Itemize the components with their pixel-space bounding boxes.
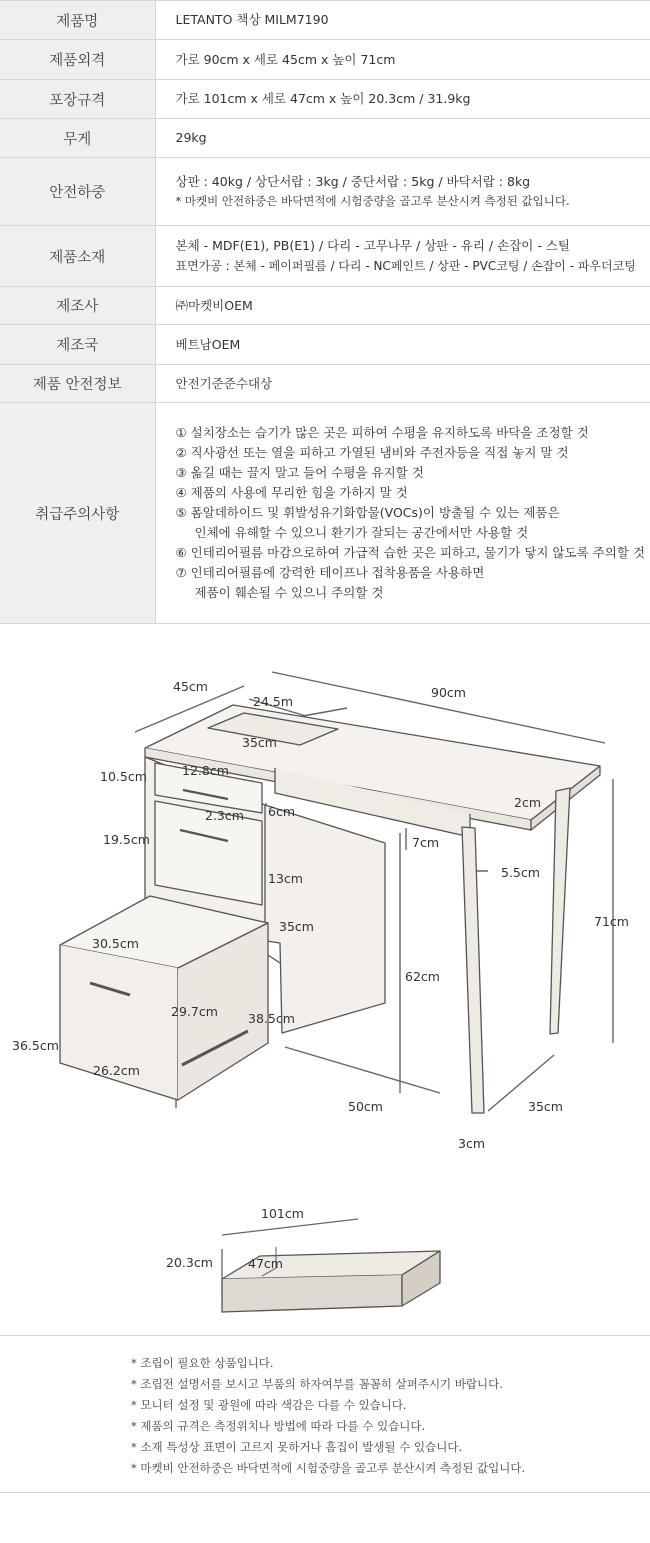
spec-value bbox=[155, 226, 650, 287]
dim-knee-width: 50cm bbox=[348, 1099, 383, 1114]
dim-bottom-drawer-inner-width: 26.2cm bbox=[93, 1063, 140, 1078]
dim-depth: 45cm bbox=[173, 679, 208, 694]
note-item: * 모니터 설정 및 광원에 따라 색감은 다를 수 있습니다. bbox=[131, 1398, 407, 1412]
spec-line: 안전기준준수대상 bbox=[175, 375, 273, 391]
dim-bottom-drawer-width: 30.5cm bbox=[92, 936, 139, 951]
spec-row-load bbox=[0, 158, 650, 226]
spec-label: 무게 bbox=[0, 119, 155, 158]
dim-leg-width: 5.5cm bbox=[501, 865, 540, 880]
spec-value bbox=[155, 1, 650, 40]
dim-cabinet-depth: 35cm bbox=[279, 919, 314, 934]
spec-line: 표면가공 : 본체 - 페이퍼필름 / 다리 - NC페인트 / 상판 - PVC코팅 / 손잡이 - 파우더코팅 bbox=[175, 259, 636, 273]
spec-value bbox=[155, 287, 650, 325]
dim-top-thickness: 2cm bbox=[514, 795, 542, 810]
dim-package-length: 101cm bbox=[261, 1206, 304, 1221]
spec-label: 안전하중 bbox=[0, 158, 155, 226]
spec-row-safety bbox=[0, 365, 650, 403]
spec-label: 취급주의사항 bbox=[0, 403, 155, 624]
spec-row-caution bbox=[0, 403, 650, 624]
spec-label: 제품소재 bbox=[0, 226, 155, 287]
note-item: * 마켓비 안전하중은 바닥면적에 시험중량을 골고루 분산시켜 측정된 값입니다. bbox=[131, 1461, 526, 1475]
dim-bottom-drawer-height: 36.5cm bbox=[12, 1038, 59, 1053]
spec-row-maker bbox=[0, 287, 650, 325]
spec-label: 제품외격 bbox=[0, 40, 155, 80]
dim-package-height: 20.3cm bbox=[166, 1255, 213, 1270]
spec-row-size bbox=[0, 40, 650, 80]
spec-line: 가로 101cm x 세로 47cm x 높이 20.3cm / 31.9kg bbox=[175, 91, 471, 106]
spec-row-material bbox=[0, 226, 650, 287]
caution-line: ③ 옮길 때는 끌지 말고 들어 수평을 유지할 것 bbox=[175, 465, 424, 480]
spec-line: 29kg bbox=[175, 130, 207, 145]
caution-line: ⑤ 폼알데하이드 및 휘발성유기화합물(VOCs)이 방출될 수 있는 제품은 bbox=[175, 505, 560, 520]
spec-line: * 마켓비 안전하중은 바닥면적에 시험중량을 골고루 분산시켜 측정된 값입니다. bbox=[175, 194, 570, 208]
spec-label: 포장규격 bbox=[0, 80, 155, 119]
dim-tray-width: 24.5m bbox=[253, 694, 294, 709]
spec-line: LETANTO 책상 MILM7190 bbox=[175, 12, 329, 27]
spec-value bbox=[155, 158, 650, 226]
dim-cabinet-inner-height: 13cm bbox=[268, 871, 303, 886]
dim-bottom-drawer-rail: 38.5cm bbox=[248, 1011, 295, 1026]
spec-line: 베트남OEM bbox=[175, 336, 241, 352]
spec-line: 본체 - MDF(E1), PB(E1) / 다리 - 고무나무 / 상판 - 유리 / 손잡이 - 스틸 bbox=[175, 238, 570, 253]
dimension-diagram bbox=[0, 623, 650, 1335]
spec-row-country bbox=[0, 325, 650, 365]
spec-line: ㈜마켓비OEM bbox=[175, 297, 253, 313]
spec-value bbox=[155, 119, 650, 158]
spec-label: 제조국 bbox=[0, 325, 155, 365]
dim-leg-span: 35cm bbox=[528, 1099, 563, 1114]
spec-value bbox=[155, 403, 650, 624]
spec-row-weight bbox=[0, 119, 650, 158]
dim-apron-height: 7cm bbox=[412, 835, 440, 850]
spec-value bbox=[155, 80, 650, 119]
spec-label: 제품 안전정보 bbox=[0, 365, 155, 403]
spec-row-package bbox=[0, 80, 650, 119]
dim-tray-depth: 35cm bbox=[242, 735, 277, 750]
spec-row-name bbox=[0, 1, 650, 40]
spec-label: 제품명 bbox=[0, 1, 155, 40]
note-item: * 조립전 설명서를 보시고 부품의 하자여부를 꼼꼼히 살펴주시기 바랍니다. bbox=[131, 1377, 503, 1391]
dim-bottom-drawer-inner-depth: 29.7cm bbox=[171, 1004, 218, 1019]
dim-leg-foot: 3cm bbox=[458, 1136, 486, 1151]
dim-handle-gap: 2.3cm bbox=[205, 808, 244, 823]
dim-top-drawer-height: 10.5cm bbox=[100, 769, 147, 784]
caution-line: 인체에 유해할 수 있으니 환기가 잘되는 공간에서만 사용할 것 bbox=[194, 525, 529, 540]
caution-line: ② 직사광선 또는 열을 피하고 가열된 냄비와 주전자등을 직접 놓지 말 것 bbox=[175, 445, 569, 460]
spec-line: 상판 : 40kg / 상단서랍 : 3kg / 중단서랍 : 5kg / 바닥서랍 : 8kg bbox=[175, 174, 531, 189]
note-item: * 조립이 필요한 상품입니다. bbox=[131, 1356, 274, 1370]
caution-line: 제품이 훼손될 수 있으니 주의할 것 bbox=[194, 585, 384, 600]
caution-line: ① 설치장소는 습기가 많은 곳은 피하여 수평을 유지하도록 바닥을 조정할 것 bbox=[175, 425, 589, 440]
spec-label: 제조사 bbox=[0, 287, 155, 325]
caution-line: ⑦ 인테리어필름에 강력한 테이프나 접착용품을 사용하면 bbox=[175, 565, 485, 580]
dim-package-width: 47cm bbox=[248, 1256, 283, 1271]
note-item: * 제품의 규격은 측정위치나 방법에 따라 다를 수 있습니다. bbox=[131, 1419, 426, 1433]
dim-clearance-height: 62cm bbox=[405, 969, 440, 984]
caution-line: ⑥ 인테리어필름 마감으로하여 가급적 습한 곳은 피하고, 물기가 닿지 않도록 주의할 것 bbox=[175, 545, 645, 560]
dim-width: 90cm bbox=[431, 685, 466, 700]
desk-drawing bbox=[0, 623, 650, 1335]
dim-top-drawer-width: 12.8cm bbox=[182, 763, 229, 778]
spec-value bbox=[155, 40, 650, 80]
dim-middle-drawer-height: 19.5cm bbox=[103, 832, 150, 847]
spec-value bbox=[155, 365, 650, 403]
notes-section bbox=[0, 1335, 650, 1493]
dim-cabinet-gap: 6cm bbox=[268, 804, 296, 819]
dim-total-height: 71cm bbox=[594, 914, 629, 929]
notes-list bbox=[131, 1353, 525, 1479]
caution-line: ④ 제품의 사용에 무리한 힘을 가하지 말 것 bbox=[175, 485, 408, 500]
spec-value bbox=[155, 325, 650, 365]
spec-table bbox=[0, 0, 650, 624]
spec-line: 가로 90cm x 세로 45cm x 높이 71cm bbox=[175, 51, 396, 67]
note-item: * 소재 특성상 표면이 고르지 못하거나 흠집이 발생될 수 있습니다. bbox=[131, 1440, 463, 1454]
